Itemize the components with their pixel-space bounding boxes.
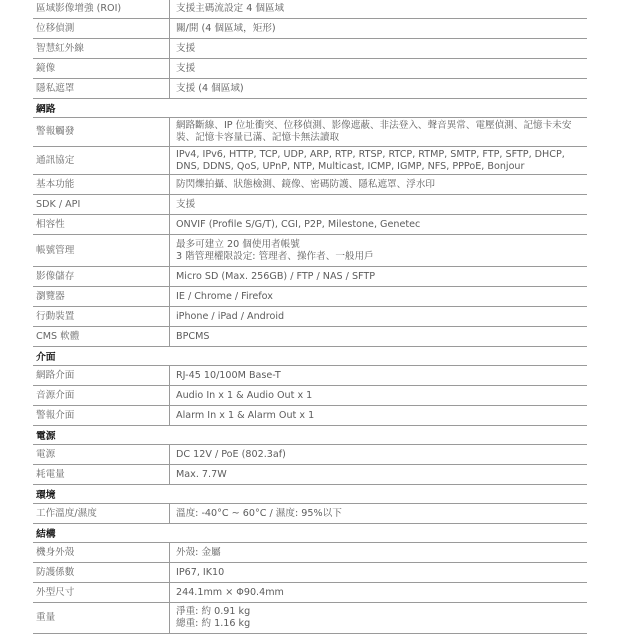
spec-label: 相容性 [36, 218, 65, 230]
spec-row [33, 504, 587, 524]
spec-row [33, 327, 587, 347]
spec-value [169, 327, 587, 346]
spec-row [33, 445, 587, 465]
spec-value [169, 267, 587, 286]
spec-value-line: BPCMS [176, 330, 210, 342]
spec-value [169, 583, 587, 602]
spec-row [33, 386, 587, 406]
spec-value [169, 465, 587, 484]
spec-value-line: Max. 7.7W [176, 468, 227, 480]
spec-label: 音源介面 [36, 389, 75, 401]
spec-label: 隱私遮罩 [36, 82, 75, 94]
spec-label: 網路介面 [36, 369, 75, 381]
spec-value [169, 366, 587, 385]
spec-value-line: 最多可建立 20 個使用者帳號 [176, 238, 300, 250]
spec-row [33, 215, 587, 235]
spec-value-line: ONVIF (Profile S/G/T), CGI, P2P, Milestone, Genetec [176, 218, 421, 230]
spec-value-line: 關/開 (4 個區域，矩形) [176, 22, 276, 34]
spec-value-line: 防閃爍拍攝、狀態檢測、鏡像、密碼防護、隱私遮罩、浮水印 [176, 178, 436, 190]
spec-label: 警報介面 [36, 409, 75, 421]
spec-value-line: DC 12V / PoE (802.3af) [176, 448, 286, 460]
spec-value [169, 39, 587, 58]
spec-row [33, 118, 587, 147]
spec-table [33, 0, 587, 634]
spec-value [169, 504, 587, 523]
spec-row [33, 39, 587, 59]
spec-row [33, 583, 587, 603]
spec-value-line: RJ-45 10/100M Base-T [176, 369, 281, 381]
spec-value-line: 244.1mm × Φ90.4mm [176, 586, 284, 598]
spec-value-line: 支援主碼流設定 4 個區域 [176, 3, 285, 14]
spec-row [33, 267, 587, 287]
spec-label: 耗電量 [36, 468, 65, 480]
spec-value-line: DNS, DDNS, QoS, UPnP, NTP, Multicast, ICMP, IGMP, NFS, PPPoE, Bonjour [176, 160, 525, 172]
spec-value [169, 175, 587, 194]
section-heading: 環境 [33, 485, 587, 504]
spec-label: 防護係數 [36, 566, 75, 578]
spec-value-line: 支援 [176, 42, 196, 54]
spec-label: 電源 [36, 448, 56, 460]
spec-row [33, 366, 587, 386]
spec-value-line: 支援 (4 個區域) [176, 82, 244, 94]
spec-label: 行動裝置 [36, 310, 75, 322]
spec-value [169, 287, 587, 306]
spec-label: 鏡像 [36, 62, 56, 74]
spec-label: SDK / API [36, 198, 81, 210]
spec-value [169, 118, 587, 146]
spec-value [169, 543, 587, 562]
section-heading: 結構 [33, 524, 587, 543]
spec-row [33, 79, 587, 99]
spec-row [33, 147, 587, 175]
spec-value-line: 外殼: 金屬 [176, 546, 221, 558]
spec-value [169, 563, 587, 582]
spec-value-line: IP67, IK10 [176, 566, 225, 578]
spec-label: 位移偵測 [36, 22, 75, 34]
spec-value-line: Audio In x 1 & Audio Out x 1 [176, 389, 313, 401]
spec-row [33, 195, 587, 215]
section-heading: 電源 [33, 426, 587, 445]
spec-row [33, 465, 587, 485]
spec-row [33, 543, 587, 563]
spec-value [169, 406, 587, 425]
spec-label: 工作溫度/濕度 [36, 507, 97, 519]
spec-value [169, 195, 587, 214]
spec-label: CMS 軟體 [36, 330, 80, 342]
spec-label: 區域影像增強 (ROI) [36, 3, 122, 14]
spec-value [169, 235, 587, 266]
spec-value [169, 386, 587, 405]
spec-value [169, 445, 587, 464]
spec-value-line: 溫度: -40°C ~ 60°C / 濕度: 95%以下 [176, 507, 342, 519]
spec-value-line: Micro SD (Max. 256GB) / FTP / NAS / SFTP [176, 270, 376, 282]
spec-value-line: 支援 [176, 198, 196, 210]
spec-value-line: 淨重: 約 0.91 kg [176, 606, 251, 617]
spec-label: 重量 [36, 612, 56, 623]
spec-value-line: 3 階管理權限設定: 管理者、操作者、一般用戶 [176, 250, 374, 262]
spec-value-line: Alarm In x 1 & Alarm Out x 1 [176, 409, 315, 421]
spec-value-line: 支援 [176, 62, 196, 74]
section-heading: 網路 [33, 99, 587, 118]
spec-label: 瀏覽器 [36, 290, 65, 302]
spec-row [33, 59, 587, 79]
spec-label: 通訊協定 [36, 154, 75, 166]
spec-row [33, 603, 587, 634]
spec-label: 智慧紅外線 [36, 42, 84, 54]
section-heading: 介面 [33, 347, 587, 366]
spec-value [169, 19, 587, 38]
spec-label: 帳號管理 [36, 244, 75, 256]
spec-value-line: 總重: 約 1.16 kg [176, 618, 251, 629]
spec-value [169, 603, 587, 633]
spec-row [33, 19, 587, 39]
spec-row [33, 175, 587, 195]
spec-label: 警報觸發 [36, 126, 75, 137]
spec-value [169, 215, 587, 234]
spec-value-line: iPhone / iPad / Android [176, 310, 285, 322]
spec-row [33, 287, 587, 307]
spec-value [169, 59, 587, 78]
spec-value [169, 307, 587, 326]
spec-row [33, 307, 587, 327]
spec-value-line: 網路斷線、IP 位址衝突、位移偵測、影像遮蔽、非法登入、聲音異常、電壓偵測、記憶卡未安 [176, 120, 572, 131]
spec-label: 外型尺寸 [36, 586, 75, 598]
spec-label: 機身外殼 [36, 546, 75, 558]
spec-row [33, 563, 587, 583]
spec-row [33, 406, 587, 426]
spec-row [33, 235, 587, 267]
spec-label: 基本功能 [36, 178, 75, 190]
spec-label: 影像儲存 [36, 270, 75, 282]
spec-row [33, 0, 587, 19]
spec-value [169, 79, 587, 98]
spec-value-line: IE / Chrome / Firefox [176, 290, 273, 302]
spec-value-line: IPv4, IPv6, HTTP, TCP, UDP, ARP, RTP, RTSP, RTCP, RTMP, SMTP, FTP, SFTP, DHCP, [176, 148, 565, 160]
spec-value [169, 147, 587, 174]
spec-value [169, 0, 587, 18]
spec-value-line: 裝、記憶卡容量已滿、記憶卡無法讀取 [176, 132, 340, 143]
